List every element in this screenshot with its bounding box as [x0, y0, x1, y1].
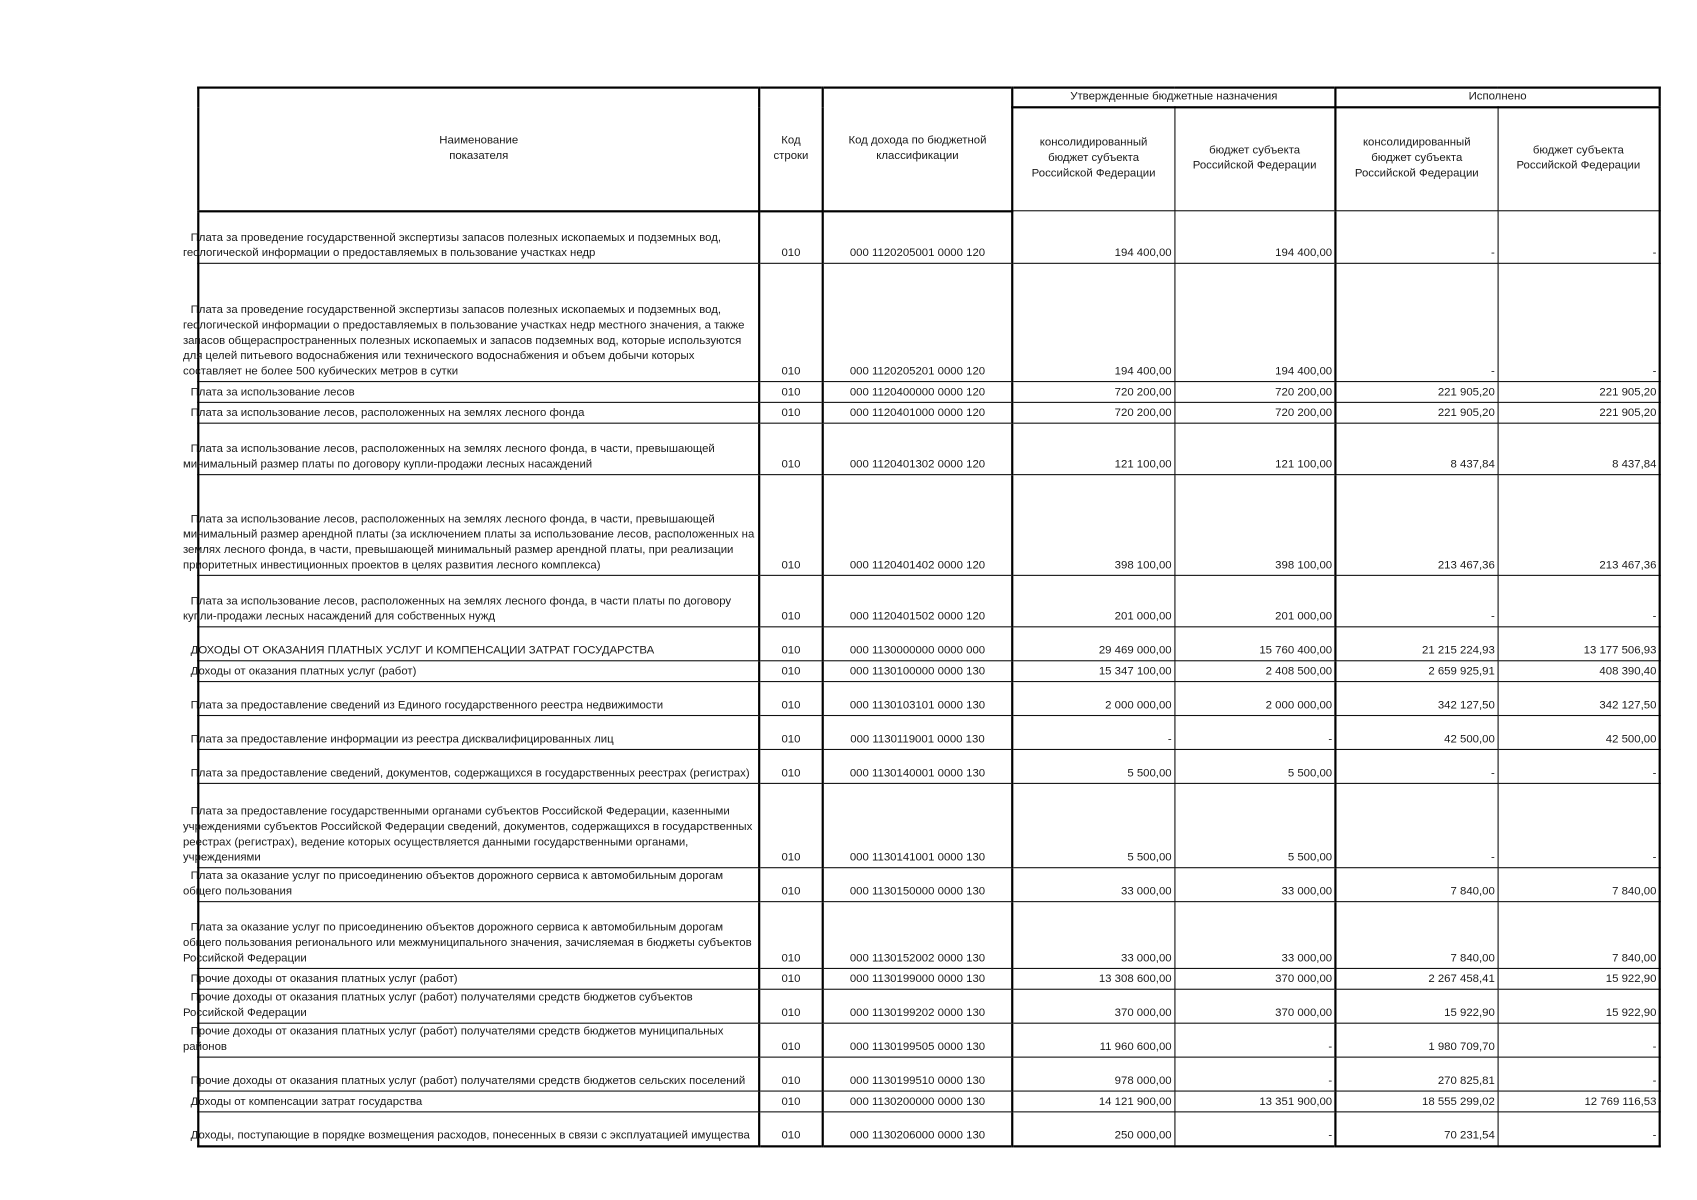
row-approved-subject: 33 000,00 — [1174, 902, 1335, 969]
row-executed-subject: 13 177 506,93 — [1498, 627, 1660, 661]
row-code: 010 — [759, 263, 823, 381]
row-name — [190, 382, 759, 403]
row-code: 010 — [759, 1112, 823, 1146]
row-approved-subject: 5 500,00 — [1174, 783, 1335, 867]
row-executed-subject: - — [1498, 1057, 1660, 1091]
row-executed-consolidated: - — [1335, 575, 1497, 626]
row-kbk: 000 1120401402 0000 120 — [823, 475, 1013, 576]
row-executed-consolidated: - — [1335, 783, 1497, 867]
header-row-1 — [198, 88, 1659, 108]
row-name — [190, 627, 759, 661]
row-name — [182, 263, 759, 381]
table-row — [198, 382, 1659, 403]
row-name-text: Плата за использование лесов, расположенных на землях лесного фонда, в части, превышающей минимальный размер арендной платы (за исключением платы за использование лесов, расположенных на землях лесного фонда, в части, превышающей минимальный размер арендной платы, при реализации приоритетных инвестиционных проектов в целях развития лесного комплекса) — [182, 513, 755, 572]
row-code: 010 — [759, 716, 823, 750]
row-code: 010 — [759, 968, 823, 989]
header-executed-consolidated — [1335, 107, 1497, 210]
row-executed-subject: 42 500,00 — [1498, 716, 1660, 750]
row-name — [182, 989, 759, 1023]
row-executed-subject: - — [1498, 263, 1660, 381]
row-code: 010 — [759, 1091, 823, 1112]
row-kbk: 000 1130140001 0000 130 — [823, 749, 1013, 783]
row-approved-subject: 194 400,00 — [1174, 263, 1335, 381]
row-executed-consolidated: 18 555 299,02 — [1335, 1091, 1497, 1112]
row-executed-subject: - — [1498, 783, 1660, 867]
row-kbk: 000 1130199505 0000 130 — [823, 1023, 1013, 1057]
row-kbk: 000 1120401502 0000 120 — [823, 575, 1013, 626]
header-code — [759, 88, 823, 211]
table-row — [198, 868, 1659, 902]
row-code: 010 — [759, 627, 823, 661]
row-name-text: Плата за использование лесов, расположенных на землях лесного фонда, в части, превышающей минимальный размер платы по договору купли-продажи лесных насаждений — [182, 443, 715, 471]
row-executed-consolidated: - — [1335, 263, 1497, 381]
row-kbk: 000 1130103101 0000 130 — [823, 682, 1013, 716]
row-name-text: Плата за предоставление сведений, документов, содержащихся в государственных реестрах (регистрах) — [190, 767, 750, 780]
row-approved-consolidated: 13 308 600,00 — [1012, 968, 1174, 989]
row-name — [182, 783, 759, 867]
header-approved-subject-label: бюджет субъекта Российской Федерации — [1192, 144, 1317, 172]
row-name-text: Плата за оказание услуг по присоединению объектов дорожного сервиса к автомобильным дорогам общего пользования — [182, 870, 724, 898]
row-name — [190, 682, 759, 716]
row-executed-subject: 15 922,90 — [1498, 989, 1660, 1023]
table-row — [198, 783, 1659, 867]
row-executed-subject: 221 905,20 — [1498, 382, 1660, 403]
row-executed-consolidated: 221 905,20 — [1335, 402, 1497, 423]
table-row — [198, 749, 1659, 783]
row-name — [190, 1091, 759, 1112]
row-executed-subject: - — [1498, 575, 1660, 626]
row-code: 010 — [759, 211, 823, 264]
row-name — [182, 575, 759, 626]
row-name — [190, 1112, 759, 1146]
row-approved-consolidated: 370 000,00 — [1012, 989, 1174, 1023]
table-body — [182, 211, 1659, 1146]
row-approved-subject: - — [1174, 1057, 1335, 1091]
row-name — [182, 902, 759, 969]
row-code: 010 — [759, 1023, 823, 1057]
row-approved-subject: 2 408 500,00 — [1174, 661, 1335, 682]
row-approved-subject: 370 000,00 — [1174, 989, 1335, 1023]
row-approved-consolidated: 720 200,00 — [1012, 402, 1174, 423]
row-name-text: Прочие доходы от оказания платных услуг (работ) получателями средств бюджетов муниципальных районов — [182, 1025, 724, 1054]
row-approved-subject: 370 000,00 — [1174, 968, 1335, 989]
row-kbk: 000 1130100000 0000 130 — [823, 661, 1013, 682]
row-approved-consolidated: 11 960 600,00 — [1012, 1023, 1174, 1057]
row-approved-consolidated: 978 000,00 — [1012, 1057, 1174, 1091]
row-name-text: Плата за использование лесов, расположенных на землях лесного фонда — [190, 407, 585, 420]
header-executed-subject — [1498, 107, 1660, 210]
row-approved-consolidated: 5 500,00 — [1012, 749, 1174, 783]
row-approved-consolidated: 201 000,00 — [1012, 575, 1174, 626]
row-kbk: 000 1120401302 0000 120 — [823, 423, 1013, 474]
row-name — [190, 716, 759, 750]
row-code: 010 — [759, 661, 823, 682]
row-name-text: Плата за использование лесов — [190, 386, 355, 399]
table-row — [198, 402, 1659, 423]
row-approved-subject: - — [1174, 716, 1335, 750]
row-approved-consolidated: 398 100,00 — [1012, 475, 1174, 576]
table-row — [198, 682, 1659, 716]
row-executed-consolidated: 270 825,81 — [1335, 1057, 1497, 1091]
row-kbk: 000 1130141001 0000 130 — [823, 783, 1013, 867]
row-name — [190, 661, 759, 682]
row-code: 010 — [759, 1057, 823, 1091]
row-kbk: 000 1130206000 0000 130 — [823, 1112, 1013, 1146]
row-executed-consolidated: - — [1335, 749, 1497, 783]
row-executed-subject: 12 769 116,53 — [1498, 1091, 1660, 1112]
table-row — [198, 716, 1659, 750]
row-code: 010 — [759, 682, 823, 716]
row-kbk: 000 1120205201 0000 120 — [823, 263, 1013, 381]
row-executed-subject: - — [1498, 1112, 1660, 1146]
row-code: 010 — [759, 783, 823, 867]
income-execution-table — [182, 86, 1661, 1146]
row-executed-consolidated: - — [1335, 211, 1497, 264]
row-kbk: 000 1130200000 0000 130 — [823, 1091, 1013, 1112]
row-executed-consolidated: 2 267 458,41 — [1335, 968, 1497, 989]
row-executed-consolidated: 7 840,00 — [1335, 902, 1497, 969]
row-executed-subject: 8 437,84 — [1498, 423, 1660, 474]
row-approved-consolidated: 194 400,00 — [1012, 263, 1174, 381]
row-approved-subject: 15 760 400,00 — [1174, 627, 1335, 661]
row-code: 010 — [759, 902, 823, 969]
row-executed-subject: 15 922,90 — [1498, 968, 1660, 989]
row-name-text: Прочие доходы от оказания платных услуг (работ) получателями средств бюджетов сельских поселений — [190, 1075, 746, 1088]
row-name-text: Доходы от компенсации затрат государства — [190, 1095, 423, 1109]
row-kbk: 000 1130000000 0000 000 — [823, 627, 1013, 661]
row-executed-subject: - — [1498, 1023, 1660, 1057]
row-name — [182, 868, 759, 902]
row-executed-subject: - — [1498, 211, 1660, 264]
row-code: 010 — [759, 575, 823, 626]
row-kbk: 000 1130199000 0000 130 — [823, 968, 1013, 989]
row-name — [190, 968, 759, 989]
table-row — [198, 902, 1659, 969]
row-executed-consolidated: 15 922,90 — [1335, 989, 1497, 1023]
row-approved-subject: - — [1174, 1023, 1335, 1057]
row-approved-consolidated: 14 121 900,00 — [1012, 1091, 1174, 1112]
row-approved-subject: 201 000,00 — [1174, 575, 1335, 626]
row-executed-subject: 7 840,00 — [1498, 902, 1660, 969]
row-kbk: 000 1130152002 0000 130 — [823, 902, 1013, 969]
table-row — [198, 1023, 1659, 1057]
row-executed-subject: 213 467,36 — [1498, 475, 1660, 576]
header-name-label: Наименование показателя — [439, 134, 519, 162]
row-kbk: 000 1120401000 0000 120 — [823, 402, 1013, 423]
row-executed-consolidated: 8 437,84 — [1335, 423, 1497, 474]
row-kbk: 000 1130150000 0000 130 — [823, 868, 1013, 902]
row-approved-consolidated: - — [1012, 716, 1174, 750]
row-code: 010 — [759, 989, 823, 1023]
row-executed-consolidated: 213 467,36 — [1335, 475, 1497, 576]
table-row — [198, 661, 1659, 682]
row-executed-consolidated: 70 231,54 — [1335, 1112, 1497, 1146]
table-row — [198, 989, 1659, 1023]
row-name-text: ДОХОДЫ ОТ ОКАЗАНИЯ ПЛАТНЫХ УСЛУГ И КОМПЕНСАЦИИ ЗАТРАТ ГОСУДАРСТВА — [190, 644, 655, 657]
row-approved-subject: 121 100,00 — [1174, 423, 1335, 474]
row-kbk: 000 1130199202 0000 130 — [823, 989, 1013, 1023]
row-approved-consolidated: 33 000,00 — [1012, 868, 1174, 902]
header-kbk — [823, 88, 1013, 211]
row-approved-subject: 33 000,00 — [1174, 868, 1335, 902]
row-kbk: 000 1130119001 0000 130 — [823, 716, 1013, 750]
table-row — [198, 211, 1659, 264]
header-executed-subject-label: бюджет субъекта Российской Федерации — [1516, 144, 1641, 172]
row-kbk: 000 1120205001 0000 120 — [823, 211, 1013, 264]
row-approved-subject: 13 351 900,00 — [1174, 1091, 1335, 1112]
row-kbk: 000 1130199510 0000 130 — [823, 1057, 1013, 1091]
row-name-text: Плата за предоставление информации из реестра дисквалифицированных лиц — [190, 733, 614, 746]
row-code: 010 — [759, 382, 823, 403]
row-approved-subject: - — [1174, 1112, 1335, 1146]
row-name — [182, 211, 759, 264]
row-approved-consolidated: 720 200,00 — [1012, 382, 1174, 403]
row-approved-consolidated: 15 347 100,00 — [1012, 661, 1174, 682]
row-approved-subject: 720 200,00 — [1174, 382, 1335, 403]
header-kbk-label: Код дохода по бюджетной классификации — [848, 134, 987, 162]
row-executed-consolidated: 21 215 224,93 — [1335, 627, 1497, 661]
row-executed-subject: - — [1498, 749, 1660, 783]
table-row — [198, 423, 1659, 474]
row-executed-subject: 342 127,50 — [1498, 682, 1660, 716]
row-name-text: Доходы от оказания платных услуг (работ) — [190, 665, 417, 678]
row-name — [182, 423, 759, 474]
row-name-text: Плата за использование лесов, расположенных на землях лесного фонда, в части платы по договору купли-продажи лесных насаждений для собственных нужд — [182, 595, 732, 623]
row-code: 010 — [759, 749, 823, 783]
row-approved-consolidated: 33 000,00 — [1012, 902, 1174, 969]
row-executed-consolidated: 2 659 925,91 — [1335, 661, 1497, 682]
header-approved-subject — [1174, 107, 1335, 210]
header-executed-group: Исполнено — [1335, 88, 1659, 108]
header-approved-consolidated — [1012, 107, 1174, 210]
header-approved-consolidated-label: консолидированный бюджет субъекта Российской Федерации — [1031, 136, 1156, 180]
row-name-text: Прочие доходы от оказания платных услуг (работ) получателями средств бюджетов субъектов Российской Федерации — [182, 991, 693, 1020]
row-approved-consolidated: 5 500,00 — [1012, 783, 1174, 867]
row-name-text: Плата за предоставление государственными органами субъектов Российской Федерации, казенными учреждениями субъектов Российской Федерации сведений, документов, содержащихся в государственных реестрах (регистрах), ведение которых осуществляется данными государственными органами, учреждениями — [182, 805, 753, 864]
row-executed-consolidated: 7 840,00 — [1335, 868, 1497, 902]
row-approved-subject: 398 100,00 — [1174, 475, 1335, 576]
row-executed-subject: 7 840,00 — [1498, 868, 1660, 902]
table-row — [198, 1091, 1659, 1112]
row-name-text: Плата за проведение государственной экспертизы запасов полезных ископаемых и подземных вод, геологической информации о предоставляемых в пользование участках недр — [182, 232, 722, 260]
row-executed-consolidated: 342 127,50 — [1335, 682, 1497, 716]
row-executed-consolidated: 1 980 709,70 — [1335, 1023, 1497, 1057]
row-name — [190, 402, 759, 423]
row-name-text: Плата за оказание услуг по присоединению объектов дорожного сервиса к автомобильным дорогам общего пользования регионального или межмуниципального значения, зачисляемая в бюджеты субъектов Российской Федерации — [182, 921, 752, 965]
row-approved-consolidated: 29 469 000,00 — [1012, 627, 1174, 661]
row-name — [190, 1057, 759, 1091]
row-name — [182, 1023, 759, 1057]
table-row — [198, 475, 1659, 576]
header-executed-consolidated-label: консолидированный бюджет субъекта Российской Федерации — [1354, 136, 1479, 180]
row-name-text: Плата за проведение государственной экспертизы запасов полезных ископаемых и подземных вод, геологической информации о предоставляемых в пользование участках недр местного значения, а также запасов общераспространенных полезных ископаемых и запасов подземных вод, которые используются для целей питьевого водоснабжения или технического водоснабжения и объем добычи которых составляет не более 500 кубических метров в сутки — [182, 304, 745, 378]
row-executed-subject: 408 390,40 — [1498, 661, 1660, 682]
header-code-label: Код строки — [773, 134, 809, 162]
row-name — [182, 475, 759, 576]
row-approved-subject: 194 400,00 — [1174, 211, 1335, 264]
row-approved-consolidated: 2 000 000,00 — [1012, 682, 1174, 716]
row-approved-subject: 5 500,00 — [1174, 749, 1335, 783]
table-row — [198, 263, 1659, 381]
row-approved-consolidated: 250 000,00 — [1012, 1112, 1174, 1146]
row-name-text: Доходы, поступающие в порядке возмещения расходов, понесенных в связи с эксплуатацией имущества — [190, 1129, 750, 1142]
row-approved-consolidated: 121 100,00 — [1012, 423, 1174, 474]
row-kbk: 000 1120400000 0000 120 — [823, 382, 1013, 403]
row-name — [190, 749, 759, 783]
row-code: 010 — [759, 423, 823, 474]
row-name-text: Прочие доходы от оказания платных услуг (работ) — [190, 973, 458, 986]
row-code: 010 — [759, 868, 823, 902]
row-name-text: Плата за предоставление сведений из Единого государственного реестра недвижимости — [190, 699, 664, 712]
table-row — [198, 575, 1659, 626]
table-row — [198, 968, 1659, 989]
row-approved-subject: 2 000 000,00 — [1174, 682, 1335, 716]
header-name — [198, 88, 759, 211]
header-approved-group: Утвержденные бюджетные назначения — [1012, 88, 1335, 108]
row-approved-consolidated: 194 400,00 — [1012, 211, 1174, 264]
table-row — [198, 627, 1659, 661]
row-code: 010 — [759, 402, 823, 423]
row-executed-consolidated: 221 905,20 — [1335, 382, 1497, 403]
table-row — [198, 1112, 1659, 1146]
row-code: 010 — [759, 475, 823, 576]
row-approved-subject: 720 200,00 — [1174, 402, 1335, 423]
row-executed-consolidated: 42 500,00 — [1335, 716, 1497, 750]
table-row — [198, 1057, 1659, 1091]
row-executed-subject: 221 905,20 — [1498, 402, 1660, 423]
